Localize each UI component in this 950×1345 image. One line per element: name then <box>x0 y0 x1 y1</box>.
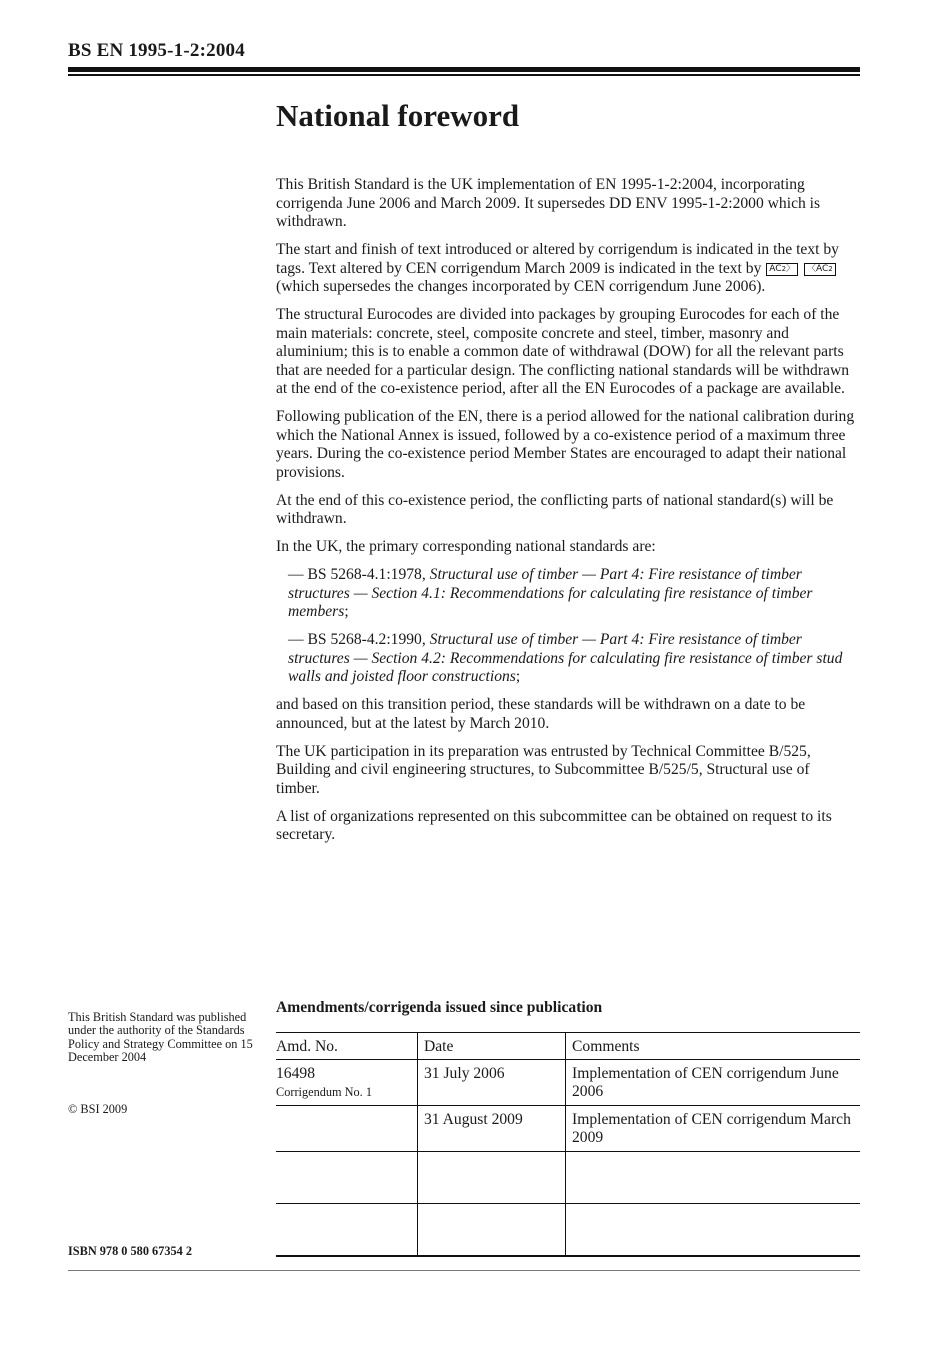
comments-cell <box>566 1152 861 1204</box>
amd-no-cell <box>276 1060 418 1106</box>
document-id: BS EN 1995-1-2:2004 <box>68 40 245 61</box>
isbn: ISBN 978 0 580 67354 2 <box>68 1244 193 1258</box>
table-row-empty <box>276 1204 860 1257</box>
paragraph-tags <box>276 241 856 297</box>
paragraph-uk-standards: In the UK, the primary corresponding national standards are: <box>276 538 656 555</box>
paragraph-committee: The UK participation in its preparation was entrusted by Technical Committee B/525, Building and civil engineering structures, to Subcommittee B/525/5, Structural use of timber. <box>276 742 811 797</box>
amd-no-cell <box>276 1106 418 1152</box>
foreword-body <box>276 176 856 854</box>
paragraph-packages: The structural Eurocodes are divided into packages by grouping Eurocodes for each of the main materials: concrete, steel, composite concrete and steel, timber, masonry and aluminium; this is to enable a common date of withdrawal (DOW) for all the relevant parts that are needed for a particular design. The conflicting national standards will be withdrawn at the end of the co-existence period, after all the EN Eurocodes of a package are available. <box>276 306 850 397</box>
copyright: © BSI 2009 <box>68 1102 128 1116</box>
column-header: Amd. No. <box>276 1033 418 1060</box>
amd-no-cell <box>276 1152 418 1204</box>
paragraph-transition: and based on this transition period, these standards will be withdrawn on a date to be announced, but at the latest by March 2010. <box>276 696 806 732</box>
standard-title: Structural use of timber — Part 4: Fire resistance of timber structures — Section 4.2: Recommendations for calculating fire resistance of timber stud walls and joisted floor constructions <box>288 631 843 685</box>
table-row-empty <box>276 1152 860 1204</box>
amd-corrigendum: Corrigendum No. 1 <box>276 1085 372 1099</box>
date-cell <box>418 1204 566 1257</box>
paragraph-calibration: Following publication of the EN, there is a period allowed for the national calibration during which the National Annex is issued, followed by a co-existence period of a maximum three years. During the co-existence period Member States are encouraged to adapt their national provisions. <box>276 408 855 481</box>
header-rule-thin <box>68 74 860 76</box>
column-header: Date <box>418 1033 566 1060</box>
tags-text-before: The start and finish of text introduced or altered by corrigendum is indicated in the text by tags. Text altered by CEN corrigendum March 2009 is indicated in the text by <box>276 241 839 277</box>
table-row <box>276 1060 860 1106</box>
tag-sub: 2 <box>828 264 833 273</box>
comments-cell: Implementation of CEN corrigendum March 2009 <box>566 1106 861 1152</box>
comments-cell <box>566 1204 861 1257</box>
tag-label: AC <box>815 263 829 274</box>
standard-ref: — BS 5268-4.1:1978, <box>288 566 426 583</box>
list-item: — BS 5268-4.2:1990, Structural use of timber — Part 4: Fire resistance of timber structures — Section 4.2: Recommendations for calculating fire resistance of timber stud walls and joisted floor constructions; <box>288 631 843 685</box>
table-row <box>276 1106 860 1152</box>
authority-note: This British Standard was published under the authority of the Standards Policy and Strategy Committee on 15 December 2004 <box>68 1010 253 1065</box>
standard-ref: — BS 5268-4.2:1990, <box>288 631 426 648</box>
ac2-start-tag-icon: AC2〉 <box>766 263 798 276</box>
amd-no-cell <box>276 1204 418 1257</box>
date-cell: 31 July 2006 <box>418 1060 566 1106</box>
tags-text-after: (which supersedes the changes incorporated by CEN corrigendum June 2006). <box>276 278 766 295</box>
standard-title: Structural use of timber — Part 4: Fire resistance of timber structures — Section 4.1: Recommendations for calculating fire resistance of timber members <box>288 566 813 620</box>
page-title: National foreword <box>276 98 520 133</box>
table-header-row <box>276 1033 860 1060</box>
amd-number: 16498 <box>276 1065 315 1082</box>
paragraph-implementation: This British Standard is the UK implementation of EN 1995-1-2:2004, incorporating corrigenda June 2006 and March 2009. It supersedes DD ENV 1995-1-2:2000 which is withdrawn. <box>276 176 821 230</box>
footer-rule <box>68 1270 860 1271</box>
amendments-table <box>276 1032 860 1257</box>
comments-cell: Implementation of CEN corrigendum June 2006 <box>566 1060 861 1106</box>
paragraph-coexistence: At the end of this co-existence period, the conflicting parts of national standard(s) will be withdrawn. <box>276 491 834 527</box>
header-rule-thick <box>68 67 860 72</box>
paragraph-organizations: A list of organizations represented on this subcommittee can be obtained on request to its secretary. <box>276 807 832 843</box>
tag-label: AC <box>769 263 782 274</box>
ac2-end-tag-icon: 〈AC2 <box>804 263 836 276</box>
amendments-heading: Amendments/corrigenda issued since publication <box>276 999 603 1016</box>
date-cell: 31 August 2009 <box>418 1106 566 1152</box>
date-cell <box>418 1152 566 1204</box>
column-header: Comments <box>566 1033 861 1060</box>
list-item: — BS 5268-4.1:1978, Structural use of timber — Part 4: Fire resistance of timber structures — Section 4.1: Recommendations for calculating fire resistance of timber members; <box>288 566 813 620</box>
tag-sub: 2 <box>781 264 787 273</box>
